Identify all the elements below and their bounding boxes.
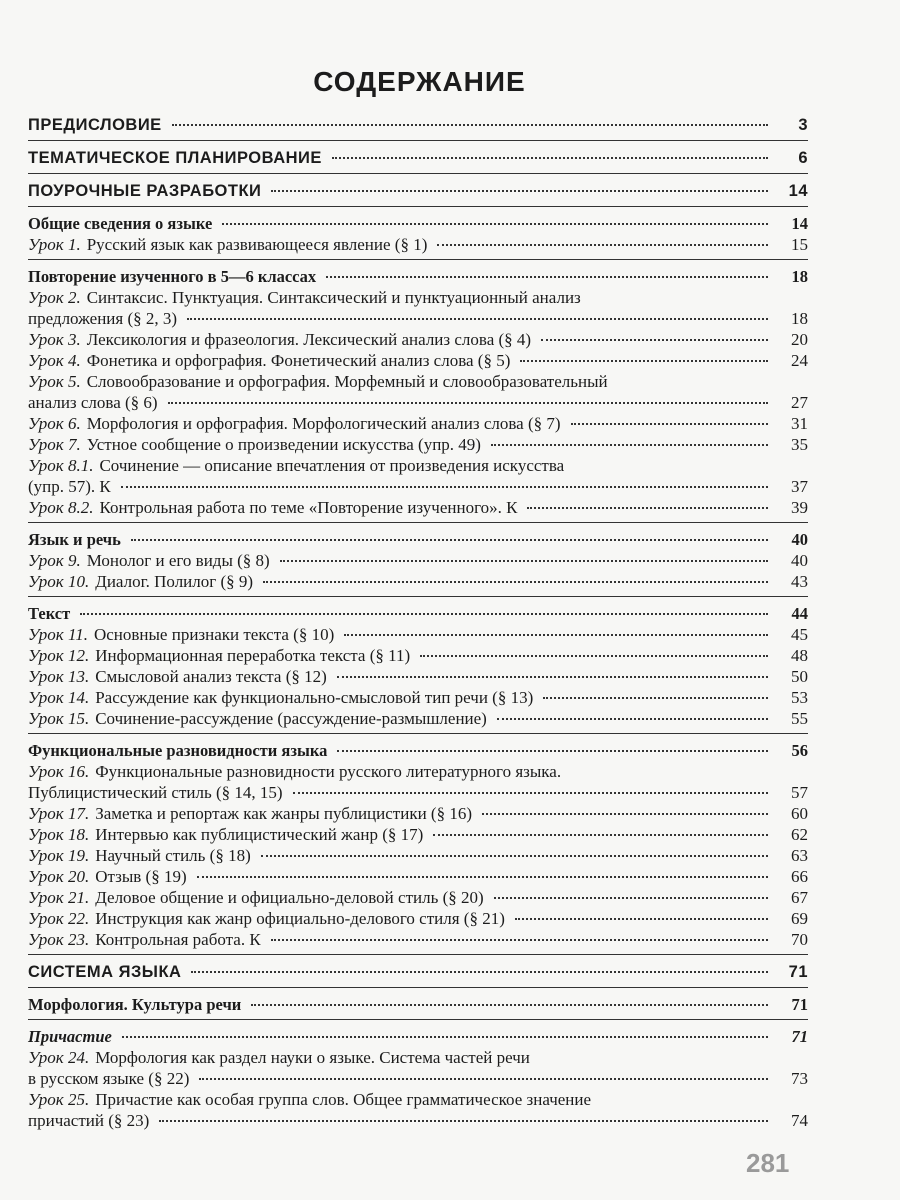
entry-line [28, 740, 808, 761]
entry-page-number: 48 [791, 646, 808, 665]
dot-leader [251, 1004, 768, 1006]
dot-leader [131, 539, 768, 541]
entry-page-number: 62 [791, 825, 808, 844]
dot-leader [437, 244, 768, 246]
entry-line [28, 287, 808, 308]
entry-line [28, 929, 808, 950]
entry-page-number: 6 [798, 149, 808, 167]
toc-lesson [28, 434, 808, 455]
lesson-number: Урок 2. [28, 288, 81, 307]
entry-title: Контрольная работа по теме «Повторение изученного». К [99, 498, 518, 517]
entry-title: Морфология как раздел науки о языке. Система частей речи [95, 1048, 530, 1067]
entry-title: Монолог и его виды (§ 8) [86, 551, 270, 570]
toc-part-heading [28, 147, 808, 169]
lesson-number: Урок 24. [28, 1048, 90, 1067]
entry-page-number: 73 [791, 1069, 808, 1088]
entry-page-number: 56 [791, 741, 808, 760]
dot-leader [172, 124, 768, 126]
entry-page-number: 20 [791, 330, 808, 349]
entry-line [28, 266, 808, 287]
entry-title: Русский язык как развивающееся явление (§ 1) [86, 235, 428, 254]
entry-title: Синтаксис. Пунктуация. Синтаксический и пунктуационный анализ [86, 288, 581, 307]
dot-leader [491, 444, 768, 446]
entry-title: Интервью как публицистический жанр (§ 17) [95, 825, 424, 844]
lesson-number: Урок 16. [28, 762, 90, 781]
lesson-number: Урок 14. [28, 688, 90, 707]
entry-page-number: 60 [791, 804, 808, 823]
entry-title: СИСТЕМА ЯЗЫКА [28, 963, 182, 981]
page-title: СОДЕРЖАНИЕ [313, 66, 526, 97]
entry-line [28, 708, 808, 729]
entry-page-number: 35 [791, 435, 808, 454]
entry-page-number: 18 [791, 309, 808, 328]
entry-page-number: 14 [788, 182, 808, 200]
toc-lesson [28, 824, 808, 845]
entry-title: Общие сведения о языке [28, 214, 213, 233]
entry-page-number: 71 [791, 995, 808, 1014]
toc-lesson [28, 845, 808, 866]
toc-lesson [28, 929, 808, 950]
entry-page-number: 40 [791, 530, 808, 549]
dot-leader [520, 360, 768, 362]
entry-title: Рассуждение как функционально-смысловой тип речи (§ 13) [95, 688, 534, 707]
entry-page-number: 66 [791, 867, 808, 886]
entry-line [28, 803, 808, 824]
lesson-number: Урок 23. [28, 930, 90, 949]
toc-lesson [28, 666, 808, 687]
entry-page-number: 40 [791, 551, 808, 570]
toc-section-heading [28, 740, 808, 761]
entry-page-number: 45 [791, 625, 808, 644]
entry-line [28, 329, 808, 350]
entry-title: Сочинение-рассуждение (рассуждение-размышление) [95, 709, 487, 728]
toc-lesson [28, 455, 808, 497]
entry-page-number: 31 [791, 414, 808, 433]
dot-leader [293, 792, 768, 794]
entry-title: Фонетика и орфография. Фонетический анализ слова (§ 5) [86, 351, 511, 370]
toc-lesson [28, 708, 808, 729]
entry-line-continued [28, 308, 808, 329]
entry-title: Контрольная работа. К [95, 930, 261, 949]
entry-title-continued: анализ слова (§ 6) [28, 393, 158, 412]
entry-line [28, 961, 808, 983]
toc-lesson [28, 1089, 808, 1131]
dot-leader [121, 486, 768, 488]
entry-page-number: 44 [791, 604, 808, 623]
entry-line [28, 350, 808, 371]
lesson-number: Урок 4. [28, 351, 81, 370]
lesson-number: Урок 21. [28, 888, 90, 907]
entry-line [28, 1047, 808, 1068]
toc-lesson [28, 645, 808, 666]
entry-title: Сочинение — описание впечатления от произведения искусства [99, 456, 565, 475]
toc-lesson [28, 908, 808, 929]
entry-title: Повторение изученного в 5—6 классах [28, 267, 317, 286]
entry-line [28, 550, 808, 571]
dot-leader [199, 1078, 768, 1080]
page-number: 281 [746, 1148, 790, 1178]
lesson-number: Урок 19. [28, 846, 90, 865]
entry-page-number: 57 [791, 783, 808, 802]
entry-line [28, 645, 808, 666]
entry-title: Словообразование и орфография. Морфемный и словообразовательный [86, 372, 608, 391]
entry-line [28, 234, 808, 255]
dot-leader [271, 939, 768, 941]
dot-leader [222, 223, 768, 225]
toc-lesson [28, 887, 808, 908]
dot-leader [541, 339, 768, 341]
section-divider [28, 1019, 808, 1020]
toc-section-heading [28, 603, 808, 624]
section-divider [28, 206, 808, 207]
section-divider [28, 987, 808, 988]
entry-line [28, 1089, 808, 1110]
dot-leader [337, 750, 768, 752]
entry-title: Функциональные разновидности русского литературного языка. [95, 762, 562, 781]
dot-leader [494, 897, 768, 899]
entry-title: Язык и речь [28, 530, 121, 549]
entry-page-number: 14 [791, 214, 808, 233]
lesson-number: Урок 13. [28, 667, 90, 686]
entry-line [28, 687, 808, 708]
entry-page-number: 3 [798, 116, 808, 134]
dot-leader [332, 157, 768, 159]
dot-leader [497, 718, 768, 720]
entry-title: Морфология. Культура речи [28, 995, 242, 1014]
lesson-number: Урок 9. [28, 551, 81, 570]
toc-lesson [28, 1047, 808, 1089]
lesson-number: Урок 5. [28, 372, 81, 391]
entry-title: Отзыв (§ 19) [95, 867, 187, 886]
entry-page-number: 18 [791, 267, 808, 286]
entry-title-continued: Публицистический стиль (§ 14, 15) [28, 783, 283, 802]
lesson-number: Урок 11. [28, 625, 88, 644]
toc-lesson [28, 687, 808, 708]
dot-leader [482, 813, 768, 815]
entry-page-number: 53 [791, 688, 808, 707]
entry-line [28, 529, 808, 550]
entry-page-number: 70 [791, 930, 808, 949]
dot-leader [263, 581, 768, 583]
entry-line [28, 624, 808, 645]
entry-title: Научный стиль (§ 18) [95, 846, 251, 865]
entry-page-number: 55 [791, 709, 808, 728]
entry-title: Заметка и репортаж как жанры публицистики (§ 16) [95, 804, 472, 823]
entry-line [28, 147, 808, 169]
toc-lesson [28, 803, 808, 824]
entry-line [28, 413, 808, 434]
entry-line [28, 371, 808, 392]
section-divider [28, 140, 808, 141]
toc-part-heading [28, 961, 808, 983]
dot-leader [187, 318, 768, 320]
entry-line-continued [28, 476, 808, 497]
entry-line [28, 455, 808, 476]
lesson-number: Урок 15. [28, 709, 90, 728]
entry-title-continued: причастий (§ 23) [28, 1111, 150, 1130]
toc-section-heading [28, 529, 808, 550]
entry-page-number: 24 [791, 351, 808, 370]
lesson-number: Урок 22. [28, 909, 90, 928]
entry-line [28, 908, 808, 929]
entry-page-number: 63 [791, 846, 808, 865]
toc-lesson [28, 761, 808, 803]
lesson-number: Урок 8.1. [28, 456, 94, 475]
entry-title: Устное сообщение о произведении искусства (упр. 49) [86, 435, 481, 454]
table-of-contents [28, 114, 808, 1131]
entry-title-continued: предложения (§ 2, 3) [28, 309, 178, 328]
toc-lesson [28, 350, 808, 371]
entry-page-number: 74 [791, 1111, 808, 1130]
lesson-number: Урок 8.2. [28, 498, 94, 517]
entry-title: Смысловой анализ текста (§ 12) [95, 667, 327, 686]
section-divider [28, 954, 808, 955]
toc-lesson [28, 866, 808, 887]
toc-lesson [28, 234, 808, 255]
entry-title: ПОУРОЧНЫЕ РАЗРАБОТКИ [28, 182, 262, 200]
lesson-number: Урок 7. [28, 435, 81, 454]
toc-section-heading [28, 1026, 808, 1047]
dot-leader [80, 613, 768, 615]
entry-line [28, 761, 808, 782]
entry-page-number: 43 [791, 572, 808, 591]
entry-page-number: 69 [791, 909, 808, 928]
entry-line-continued [28, 392, 808, 413]
section-divider [28, 173, 808, 174]
entry-page-number: 50 [791, 667, 808, 686]
dot-leader [527, 507, 768, 509]
entry-line [28, 603, 808, 624]
entry-line [28, 434, 808, 455]
lesson-number: Урок 10. [28, 572, 90, 591]
contents-page [28, 60, 808, 1131]
lesson-number: Урок 1. [28, 235, 81, 254]
entry-line-continued [28, 1068, 808, 1089]
entry-title: Текст [28, 604, 71, 623]
entry-title: Деловое общение и официально-деловой стиль (§ 20) [95, 888, 484, 907]
entry-line [28, 114, 808, 136]
section-divider [28, 596, 808, 597]
entry-line-continued [28, 782, 808, 803]
toc-section-heading [28, 994, 808, 1015]
dot-leader [344, 634, 768, 636]
lesson-number: Урок 18. [28, 825, 90, 844]
toc-section-heading [28, 213, 808, 234]
dot-leader [433, 834, 768, 836]
dot-leader [543, 697, 768, 699]
entry-title: Причастие [28, 1027, 112, 1046]
dot-leader [159, 1120, 768, 1122]
entry-title-continued: в русском языке (§ 22) [28, 1069, 190, 1088]
entry-page-number: 71 [788, 963, 808, 981]
entry-line [28, 994, 808, 1015]
entry-line [28, 824, 808, 845]
dot-leader [326, 276, 768, 278]
toc-lesson [28, 413, 808, 434]
entry-line [28, 666, 808, 687]
dot-leader [271, 190, 768, 192]
lesson-number: Урок 12. [28, 646, 90, 665]
entry-page-number: 67 [791, 888, 808, 907]
dot-leader [280, 560, 768, 562]
dot-leader [122, 1036, 768, 1038]
dot-leader [261, 855, 768, 857]
entry-page-number: 37 [791, 477, 808, 496]
entry-line [28, 845, 808, 866]
section-divider [28, 259, 808, 260]
entry-line [28, 866, 808, 887]
section-divider [28, 522, 808, 523]
entry-line-continued [28, 1110, 808, 1131]
entry-title: Информационная переработка текста (§ 11) [95, 646, 411, 665]
dot-leader [197, 876, 768, 878]
toc-lesson [28, 624, 808, 645]
entry-title: Инструкция как жанр официально-делового стиля (§ 21) [95, 909, 505, 928]
entry-title: Лексикология и фразеология. Лексический анализ слова (§ 4) [86, 330, 532, 349]
entry-title: Морфология и орфография. Морфологический анализ слова (§ 7) [86, 414, 561, 433]
entry-page-number: 27 [791, 393, 808, 412]
entry-title: Диалог. Полилог (§ 9) [95, 572, 254, 591]
entry-line [28, 571, 808, 592]
dot-leader [168, 402, 768, 404]
entry-line [28, 497, 808, 518]
entry-title: Причастие как особая группа слов. Общее грамматическое значение [95, 1090, 592, 1109]
toc-lesson [28, 571, 808, 592]
toc-lesson [28, 371, 808, 413]
lesson-number: Урок 20. [28, 867, 90, 886]
lesson-number: Урок 3. [28, 330, 81, 349]
toc-lesson [28, 329, 808, 350]
toc-section-heading [28, 266, 808, 287]
entry-line [28, 180, 808, 202]
dot-leader [515, 918, 768, 920]
entry-title: ПРЕДИСЛОВИЕ [28, 116, 162, 134]
entry-page-number: 71 [791, 1027, 808, 1046]
dot-leader [571, 423, 768, 425]
lesson-number: Урок 17. [28, 804, 90, 823]
toc-lesson [28, 497, 808, 518]
dot-leader [191, 971, 768, 973]
dot-leader [420, 655, 768, 657]
entry-title: ТЕМАТИЧЕСКОЕ ПЛАНИРОВАНИЕ [28, 149, 322, 167]
lesson-number: Урок 25. [28, 1090, 90, 1109]
lesson-number: Урок 6. [28, 414, 81, 433]
entry-title: Функциональные разновидности языка [28, 741, 328, 760]
entry-title: Основные признаки текста (§ 10) [93, 625, 335, 644]
entry-line [28, 1026, 808, 1047]
dot-leader [337, 676, 768, 678]
entry-page-number: 39 [791, 498, 808, 517]
toc-part-heading [28, 114, 808, 136]
toc-part-heading [28, 180, 808, 202]
toc-lesson [28, 550, 808, 571]
entry-line [28, 887, 808, 908]
entry-line [28, 213, 808, 234]
entry-title-continued: (упр. 57). К [28, 477, 111, 496]
entry-page-number: 15 [791, 235, 808, 254]
toc-lesson [28, 287, 808, 329]
section-divider [28, 733, 808, 734]
